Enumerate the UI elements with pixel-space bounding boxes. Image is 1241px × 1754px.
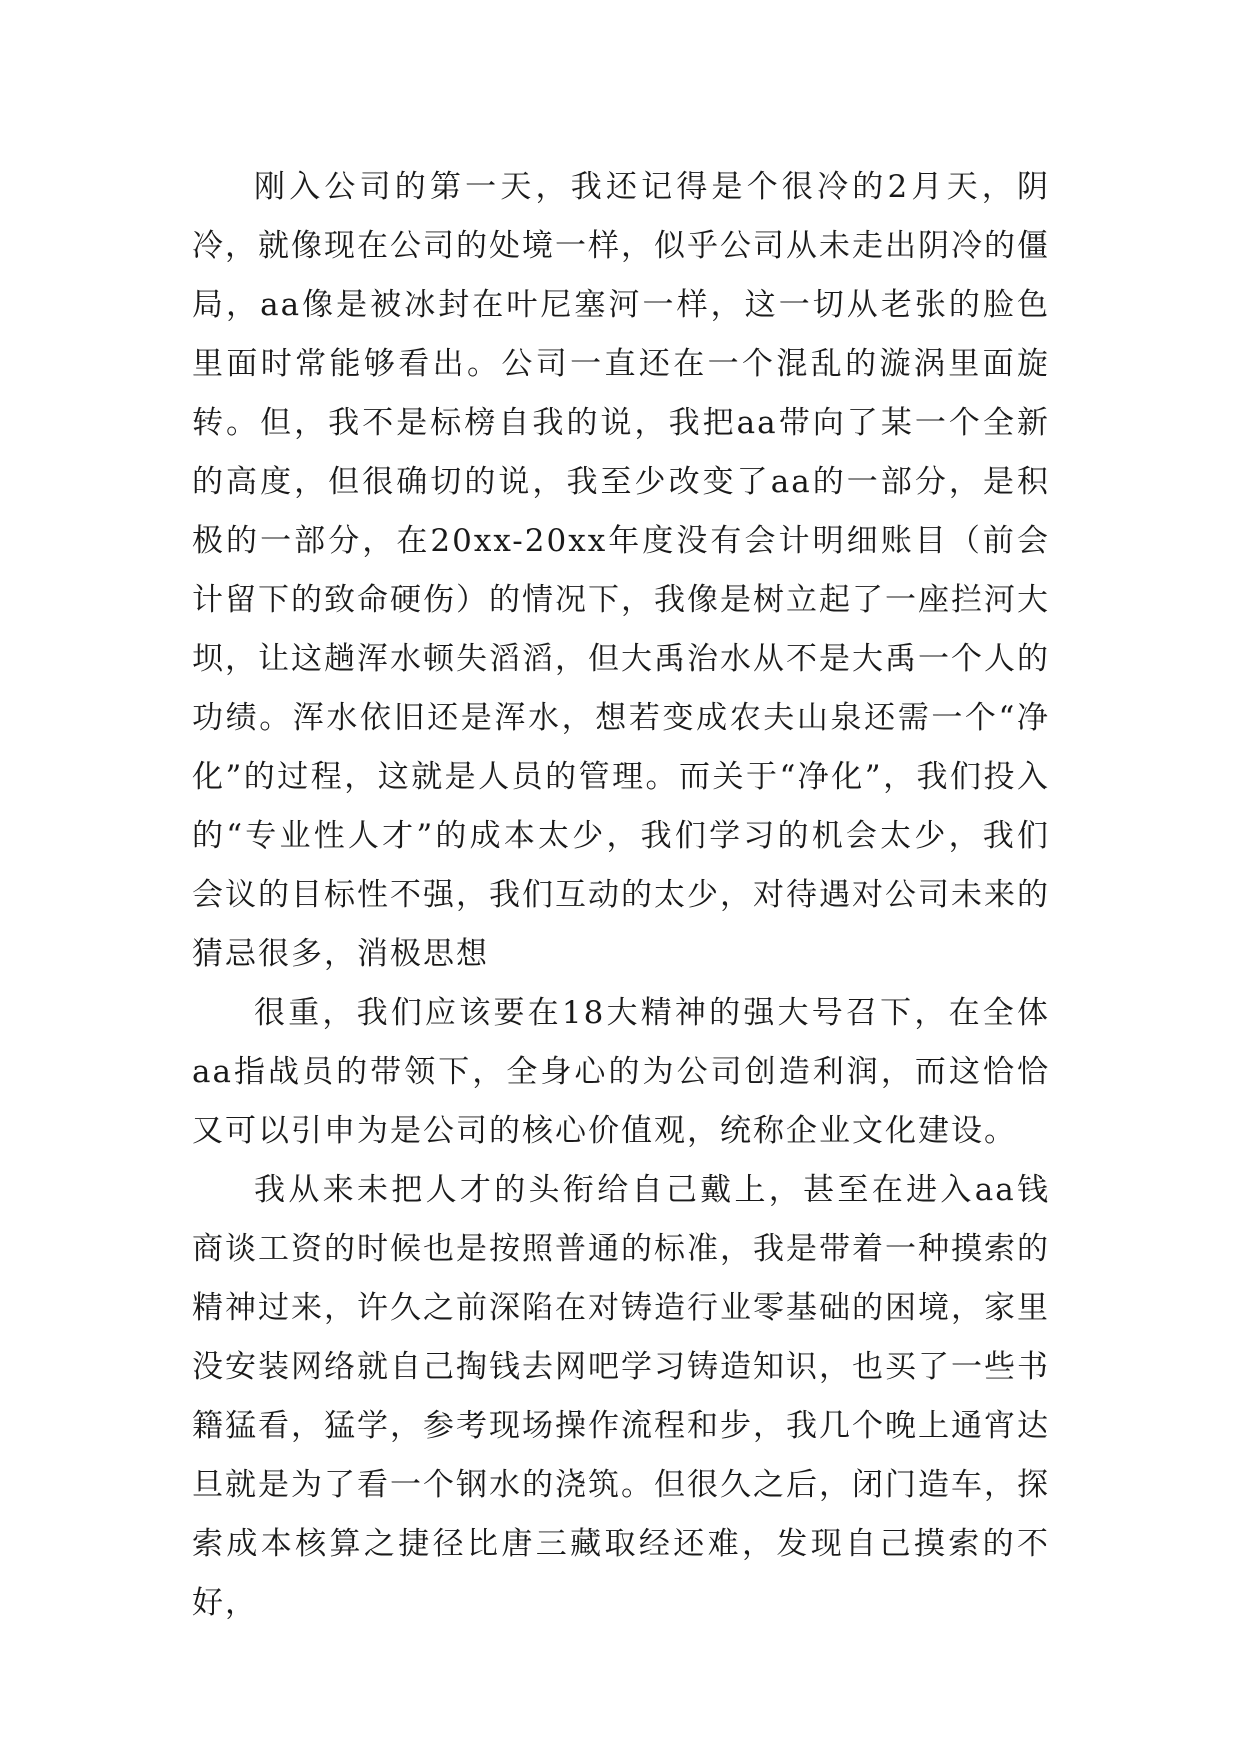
document-body (192, 158, 1050, 1633)
paragraph-2: 很重，我们应该要在18大精神的强大号召下，在全体aa指战员的带领下，全身心的为公司创造利润，而这恰恰又可以引申为是公司的核心价值观，统称企业文化建设。 (192, 995, 1050, 1149)
paragraph-1: 刚入公司的第一天，我还记得是个很冷的2月天，阴冷，就像现在公司的处境一样，似乎公司从未走出阴冷的僵局，aa像是被冰封在叶尼塞河一样，这一切从老张的脸色里面时常能够看出。公司一直还在一个混乱的漩涡里面旋转。但，我不是标榜自我的说，我把aa带向了某一个全新的高度，但很确切的说，我至少改变了aa的一部分，是积极的一部分，在20xx-20xx年度没有会计明细账目（前会计留下的致命硬伤）的情况下，我像是树立起了一座拦河大坝，让这趟浑水顿失滔滔，但大禹治水从不是大禹一个人的功绩。浑水依旧还是浑水，想若变成农夫山泉还需一个“净化”的过程，这就是人员的管理。而关于“净化”，我们投入的“专业性人才”的成本太少，我们学习的机会太少，我们会议的目标性不强，我们互动的太少，对待遇对公司未来的猜忌很多，消极思想 (192, 169, 1050, 972)
paragraph-3: 我从来未把人才的头衔给自己戴上，甚至在进入aa钱商谈工资的时候也是按照普通的标准，我是带着一种摸索的精神过来，许久之前深陷在对铸造行业零基础的困境，家里没安装网络就自己掏钱去网吧学习铸造知识，也买了一些书籍猛看，猛学，参考现场操作流程和步，我几个晚上通宵达旦就是为了看一个钢水的浇筑。但很久之后，闭门造车，探索成本核算之捷径比唐三藏取经还难，发现自己摸索的不好， (192, 1172, 1050, 1621)
